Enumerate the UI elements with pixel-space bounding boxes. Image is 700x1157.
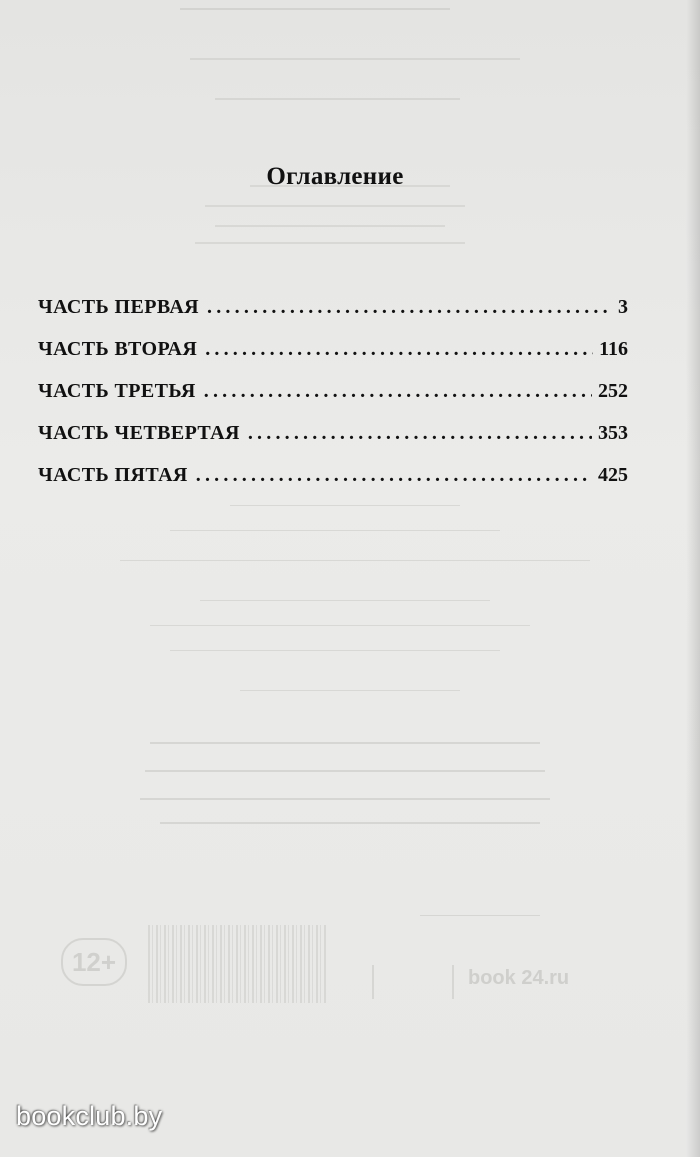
page-title: Оглавление	[266, 162, 404, 190]
ghost-line	[170, 530, 500, 537]
ghost-line	[195, 242, 465, 252]
ghost-line	[120, 560, 590, 567]
publisher-logo	[372, 965, 454, 999]
toc-entry-label: ЧАСТЬ ЧЕТВЕРТАЯ	[38, 422, 240, 444]
toc-leader-dots	[248, 422, 592, 445]
toc-leader-dots	[205, 338, 593, 361]
toc-entry	[38, 338, 628, 380]
toc-entry-label: ЧАСТЬ ПЕРВАЯ	[38, 296, 200, 318]
toc-entry	[38, 296, 628, 338]
ghost-line	[205, 205, 465, 215]
ghost-line	[215, 98, 460, 110]
toc-entry-page: 425	[598, 464, 628, 486]
toc-entry-label: ЧАСТЬ ТРЕТЬЯ	[38, 380, 196, 402]
ghost-line	[180, 8, 450, 20]
ghost-line	[190, 58, 520, 70]
toc-entry-page: 252	[598, 380, 628, 402]
ghost-line	[150, 625, 530, 632]
age-rating-badge: 12+	[61, 938, 127, 986]
ghost-line	[230, 505, 460, 512]
ghost-line	[200, 600, 490, 607]
toc-entry	[38, 422, 628, 464]
ghost-line	[240, 690, 460, 697]
toc-entry-label: ЧАСТЬ ВТОРАЯ	[38, 338, 198, 360]
toc-entry-label: ЧАСТЬ ПЯТАЯ	[38, 464, 188, 486]
toc-entry-page: 353	[598, 422, 628, 444]
toc-leader-dots	[207, 296, 612, 319]
ghost-line	[140, 798, 550, 808]
toc-leader-dots	[204, 380, 592, 403]
barcode	[148, 925, 328, 1003]
toc-entry	[38, 380, 628, 422]
ghost-line	[160, 822, 540, 832]
page-edge-shadow	[686, 0, 700, 1157]
toc-entry	[38, 464, 628, 506]
table-of-contents	[38, 296, 628, 506]
bleed-site-text: book 24.ru	[468, 967, 570, 989]
ghost-line	[170, 650, 500, 657]
ghost-line	[145, 770, 545, 780]
toc-entry-page: 3	[618, 296, 628, 318]
toc-entry-page: 116	[599, 338, 628, 360]
ghost-line	[215, 225, 445, 235]
ghost-line	[150, 742, 540, 752]
ghost-line	[420, 915, 540, 922]
watermark-text: bookclub.by	[16, 1101, 163, 1131]
toc-leader-dots	[196, 464, 592, 487]
